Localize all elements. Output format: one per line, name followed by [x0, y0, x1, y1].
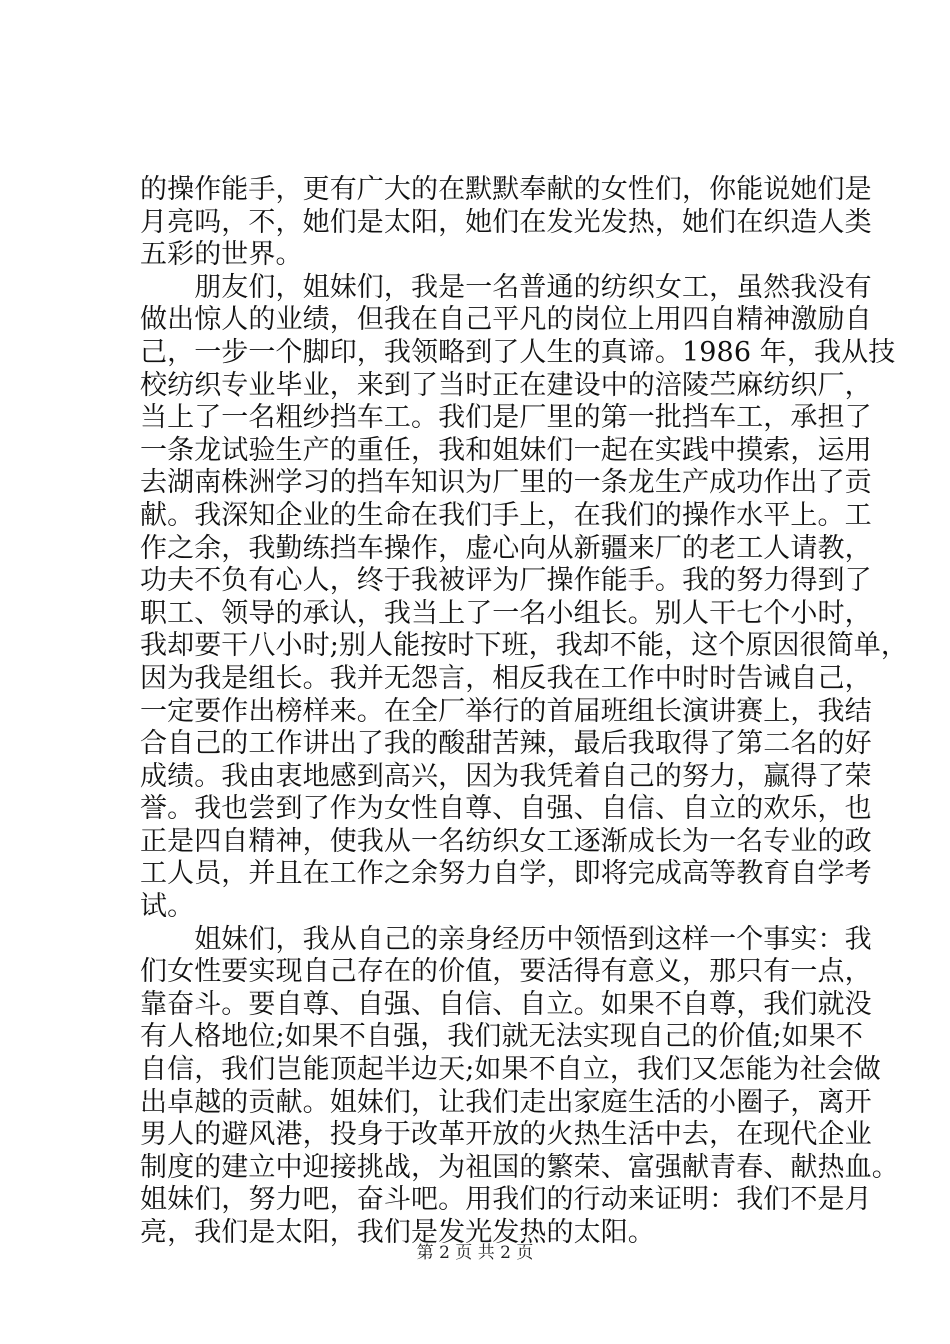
- text-line: 去湖南株洲学习的挡车知识为厂里的一条龙生产成功作出了贡: [140, 467, 872, 499]
- text-line: 有人格地位;如果不自强，我们就无法实现自己的价值;如果不: [140, 1021, 863, 1053]
- text-line: 成绩。我由衷地感到高兴，因为我凭着自己的努力，赢得了荣: [140, 760, 872, 792]
- text-line: 誉。我也尝到了作为女性自尊、自强、自信、自立的欢乐，也: [140, 793, 872, 825]
- text-line: 做出惊人的业绩，但我在自己平凡的岗位上用四自精神激励自: [140, 304, 872, 336]
- text-line: 正是四自精神，使我从一名纺织女工逐渐成长为一名专业的政: [140, 825, 872, 857]
- text-line: 职工、领导的承认，我当上了一名小组长。别人干七个小时，: [140, 597, 872, 629]
- text-line: 月亮吗，不，她们是太阳，她们在发光发热，她们在织造人类: [140, 206, 872, 238]
- text-line: 亮，我们是太阳，我们是发光发热的太阳。: [140, 1217, 655, 1248]
- text-line: 朋友们，姐妹们，我是一名普通的纺织女工，虽然我没有: [140, 271, 872, 303]
- text-line: 五彩的世界。: [140, 239, 303, 271]
- text-line: 因为我是组长。我并无怨言，相反我在工作中时时告诫自己，: [140, 662, 872, 694]
- text-line: 一定要作出榜样来。在全厂举行的首届班组长演讲赛上，我结: [140, 695, 872, 727]
- text-line: 功夫不负有心人，终于我被评为厂操作能手。我的努力得到了: [140, 565, 872, 597]
- text-line: 当上了一名粗纱挡车工。我们是厂里的第一批挡车工，承担了: [140, 402, 872, 434]
- text-line: 一条龙试验生产的重任，我和姐妹们一起在实践中摸索，运用: [140, 434, 872, 466]
- text-line: 姐妹们，努力吧，奋斗吧。用我们的行动来证明：我们不是月: [140, 1184, 872, 1216]
- text-line: 们女性要实现自己存在的价值，要活得有意义，那只有一点，: [140, 956, 872, 988]
- page-footer: 第 2 页 共 2 页: [416, 1243, 534, 1263]
- text-line: 出卓越的贡献。姐妹们，让我们走出家庭生活的小圈子，离开: [140, 1086, 872, 1118]
- text-line: 献。我深知企业的生命在我们手上，在我们的操作水平上。工: [140, 499, 872, 531]
- text-line: 作之余，我勤练挡车操作，虚心向从新疆来厂的老工人请教，: [140, 532, 872, 564]
- text-line: 靠奋斗。要自尊、自强、自信、自立。如果不自尊，我们就没: [140, 988, 872, 1020]
- text-line: 自信，我们岂能顶起半边天;如果不自立，我们又怎能为社会做: [140, 1054, 881, 1086]
- text-line: 己，一步一个脚印，我领略到了人生的真谛。1986 年，我从技: [140, 336, 896, 368]
- text-line: 制度的建立中迎接挑战，为祖国的繁荣、富强献青春、献热血。: [140, 1151, 899, 1183]
- text-line: 姐妹们，我从自己的亲身经历中领悟到这样一个事实：我: [140, 923, 872, 955]
- text-line: 试。: [140, 891, 195, 923]
- text-line: 合自己的工作讲出了我的酸甜苦辣，最后我取得了第二名的好: [140, 728, 872, 760]
- body-text: [140, 174, 908, 1250]
- text-line: 工人员，并且在工作之余努力自学，即将完成高等教育自学考: [140, 858, 872, 890]
- text-line: 校纺织专业毕业，来到了当时正在建设中的涪陵苎麻纺织厂，: [140, 369, 872, 401]
- text-line: 男人的避风港，投身于改革开放的火热生活中去，在现代企业: [140, 1119, 872, 1151]
- text-line: 我却要干八小时;别人能按时下班，我却不能，这个原因很简单，: [140, 630, 908, 662]
- text-line: 的操作能手，更有广大的在默默奉献的女性们，你能说她们是: [140, 174, 872, 205]
